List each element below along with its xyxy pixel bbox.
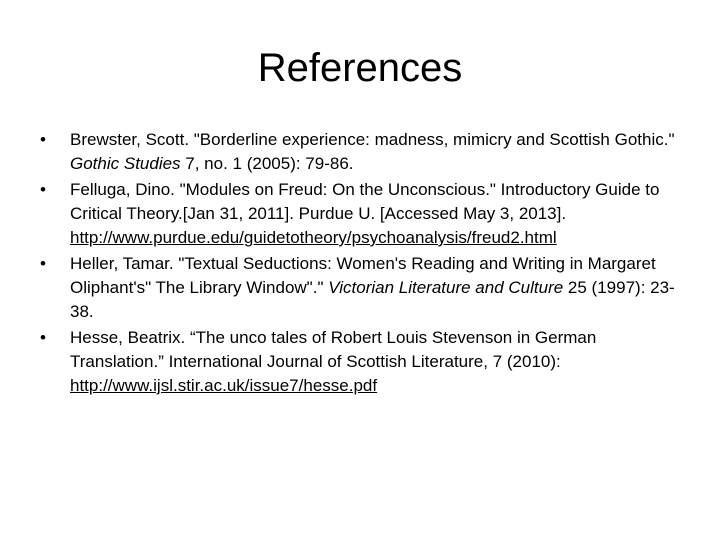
bullet-icon: • <box>40 180 46 199</box>
reference-list <box>40 128 690 400</box>
reference-journal: Victorian Literature and Culture <box>328 278 564 297</box>
slide-title: References <box>257 46 463 90</box>
bullet-icon: • <box>40 254 46 273</box>
reference-text: Hesse, Beatrix. “The unco tales of Robert Louis Stevenson in German Translation.” International Journal of Scottish Literature, 7 (2010): <box>70 328 597 371</box>
reference-text: Brewster, Scott. "Borderline experience: madness, mimicry and Scottish Gothic." <box>70 130 675 149</box>
bullet-icon: • <box>40 130 46 149</box>
reference-link[interactable]: http://www.ijsl.stir.ac.uk/issue7/hesse.pdf <box>70 376 378 395</box>
reference-item <box>40 252 690 324</box>
reference-text: Heller, Tamar. "Textual Seductions: Women's Reading and Writing in Margaret Oliphant's" The Library Window"." <box>70 254 656 297</box>
reference-details: 7, no. 1 (2005): 79-86. <box>180 154 354 173</box>
reference-text: Felluga, Dino. "Modules on Freud: On the Unconscious." Introductory Guide to Critical Theory.[Jan 31, 2011]. Purdue U. [Accessed May 3, 2013]. <box>70 180 660 223</box>
reference-item <box>40 326 690 398</box>
reference-journal: Gothic Studies <box>70 154 181 173</box>
reference-details: 25 (1997): 23-38. <box>70 278 675 321</box>
reference-item <box>40 128 690 176</box>
bullet-icon: • <box>40 328 46 347</box>
reference-item <box>40 178 690 250</box>
reference-link[interactable]: http://www.purdue.edu/guidetotheory/psychoanalysis/freud2.html <box>70 228 557 247</box>
